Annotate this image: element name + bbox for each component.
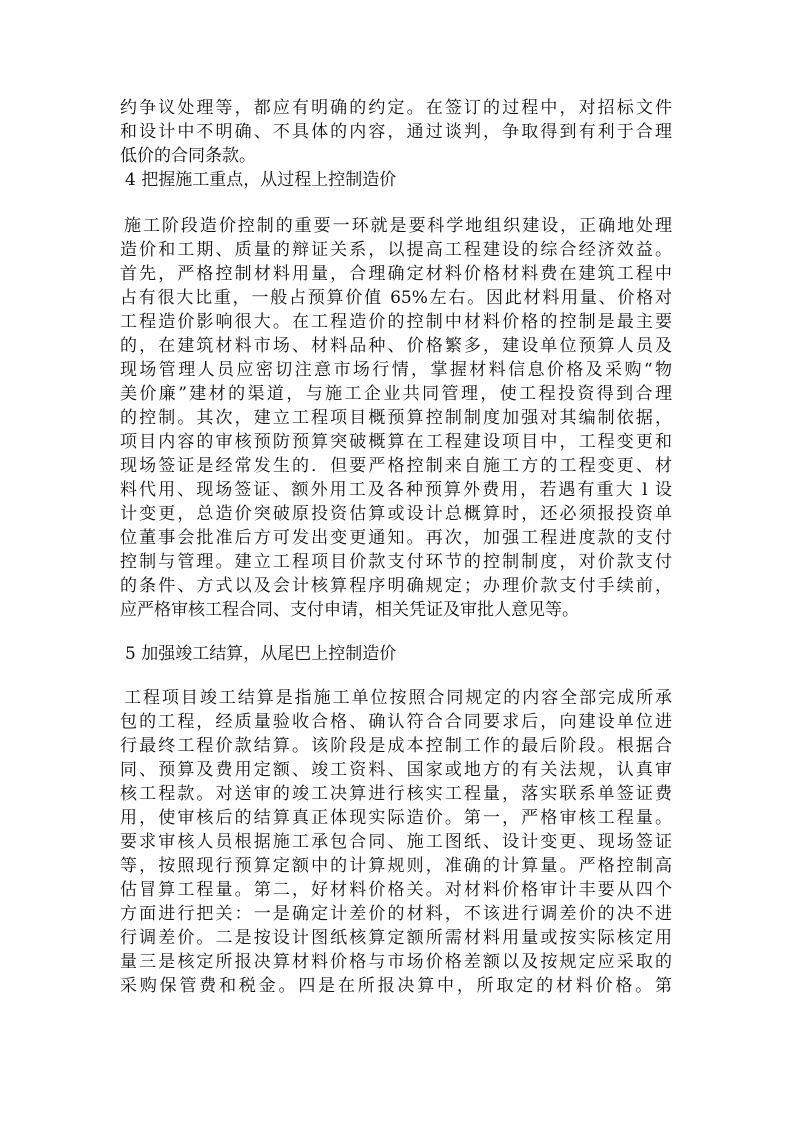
section-5-paragraph xyxy=(120,686,672,998)
section-4-paragraph xyxy=(120,214,672,622)
text-line: 工程造价影响很大。在工程造价的控制中材料价格的控制是最主要 xyxy=(120,312,672,332)
text-line: 核工程款。对送审的竣工决算进行核实工程量，落实联系单签证费 xyxy=(120,784,672,804)
text-line: 同、预算及费用定额、竣工资料、国家或地方的有关法规，认真审 xyxy=(120,760,672,780)
text-line: 工程项目竣工结算是指施工单位按照合同规定的内容全部完成所承 xyxy=(124,688,672,708)
text-line: 占有很大比重，一般占预算价值 65%左右。因此材料用量、价格对 xyxy=(120,288,672,308)
text-line: 的条件、方式以及会计核算程序明确规定；办理价款支付手续前， xyxy=(120,576,672,596)
intro-paragraph xyxy=(120,96,672,168)
document-page xyxy=(120,96,672,998)
text-line: 行调差价。二是按设计图纸核算定额所需材料用量或按实际核定用 xyxy=(120,928,672,948)
text-line: 施工阶段造价控制的重要一环就是要科学地组织建设，正确地处理 xyxy=(124,216,672,236)
section-4-heading: 4 把握施工重点，从过程上控制造价 xyxy=(125,170,397,190)
text-line: 美价廉”建材的渠道，与施工企业共同管理，使工程投资得到合理 xyxy=(120,384,672,404)
text-line: 等，按照现行预算定额中的计算规则，准确的计算量。严格控制高 xyxy=(120,856,672,876)
text-line: 要求审核人员根据施工承包合同、施工图纸、设计变更、现场签证 xyxy=(120,832,672,852)
text-line: 采购保管费和税金。四是在所报决算中，所取定的材料价格。第 xyxy=(120,976,672,996)
text-line: 约争议处理等，都应有明确的约定。在签订的过程中，对招标文件 xyxy=(120,98,672,118)
text-line: 的，在建筑材料市场、材料品种、价格繁多，建设单位预算人员及 xyxy=(120,336,672,356)
text-line: 项目内容的审核预防预算突破概算在工程建设项目中，工程变更和 xyxy=(120,432,672,452)
text-line: 位董事会批准后方可发出变更通知。再次，加强工程进度款的支付 xyxy=(120,528,672,548)
text-line: 料代用、现场签证、额外用工及各种预算外费用，若遇有重大 l 设 xyxy=(120,480,672,500)
text-line: 计变更，总造价突破原投资估算或设计总概算时，还必须报投资单 xyxy=(120,504,672,524)
text-line: 量三是核定所报决算材料价格与市场价格差额以及按规定应采取的 xyxy=(120,952,672,972)
text-line: 低价的合同条款。 xyxy=(120,146,256,166)
text-line: 现场签证是经常发生的．但要严格控制来自施工方的工程变更、材 xyxy=(120,456,672,476)
text-line: 造价和工期、质量的辩证关系，以提高工程建设的综合经济效益。 xyxy=(120,240,672,260)
text-line: 首先，严格控制材料用量，合理确定材料价格材料费在建筑工程中 xyxy=(120,264,672,284)
text-line: 用，使审核后的结算真正体现实际造价。第一，严格审核工程量。 xyxy=(120,808,672,828)
text-line: 现场管理人员应密切注意市场行情，掌握材料信息价格及采购“物 xyxy=(120,360,672,380)
text-line: 估冒算工程量。第二，好材料价格关。对材料价格审计丰要从四个 xyxy=(120,880,672,900)
text-line: 控制与管理。建立工程项目价款支付环节的控制制度，对价款支付 xyxy=(120,552,672,572)
text-line: 的控制。其次，建立工程项目概预算控制制度加强对其编制依据， xyxy=(120,408,672,428)
text-line: 方面进行把关：一是确定计差价的材料，不该进行调差价的决不进 xyxy=(120,904,672,924)
text-line: 和设计中不明确、不具体的内容，通过谈判，争取得到有利于合理 xyxy=(120,122,672,142)
text-line: 包的工程，经质量验收合格、确认符合合同要求后，向建设单位进 xyxy=(120,712,672,732)
text-line: 行最终工程价款结算。该阶段是成本控制工作的最后阶段。根据合 xyxy=(120,736,672,756)
section-5-heading: 5 加强竣工结算，从尾巴上控制造价 xyxy=(125,644,397,664)
text-line: 应严格审核工程合同、支付申请，相关凭证及审批人意见等。 xyxy=(120,600,579,620)
